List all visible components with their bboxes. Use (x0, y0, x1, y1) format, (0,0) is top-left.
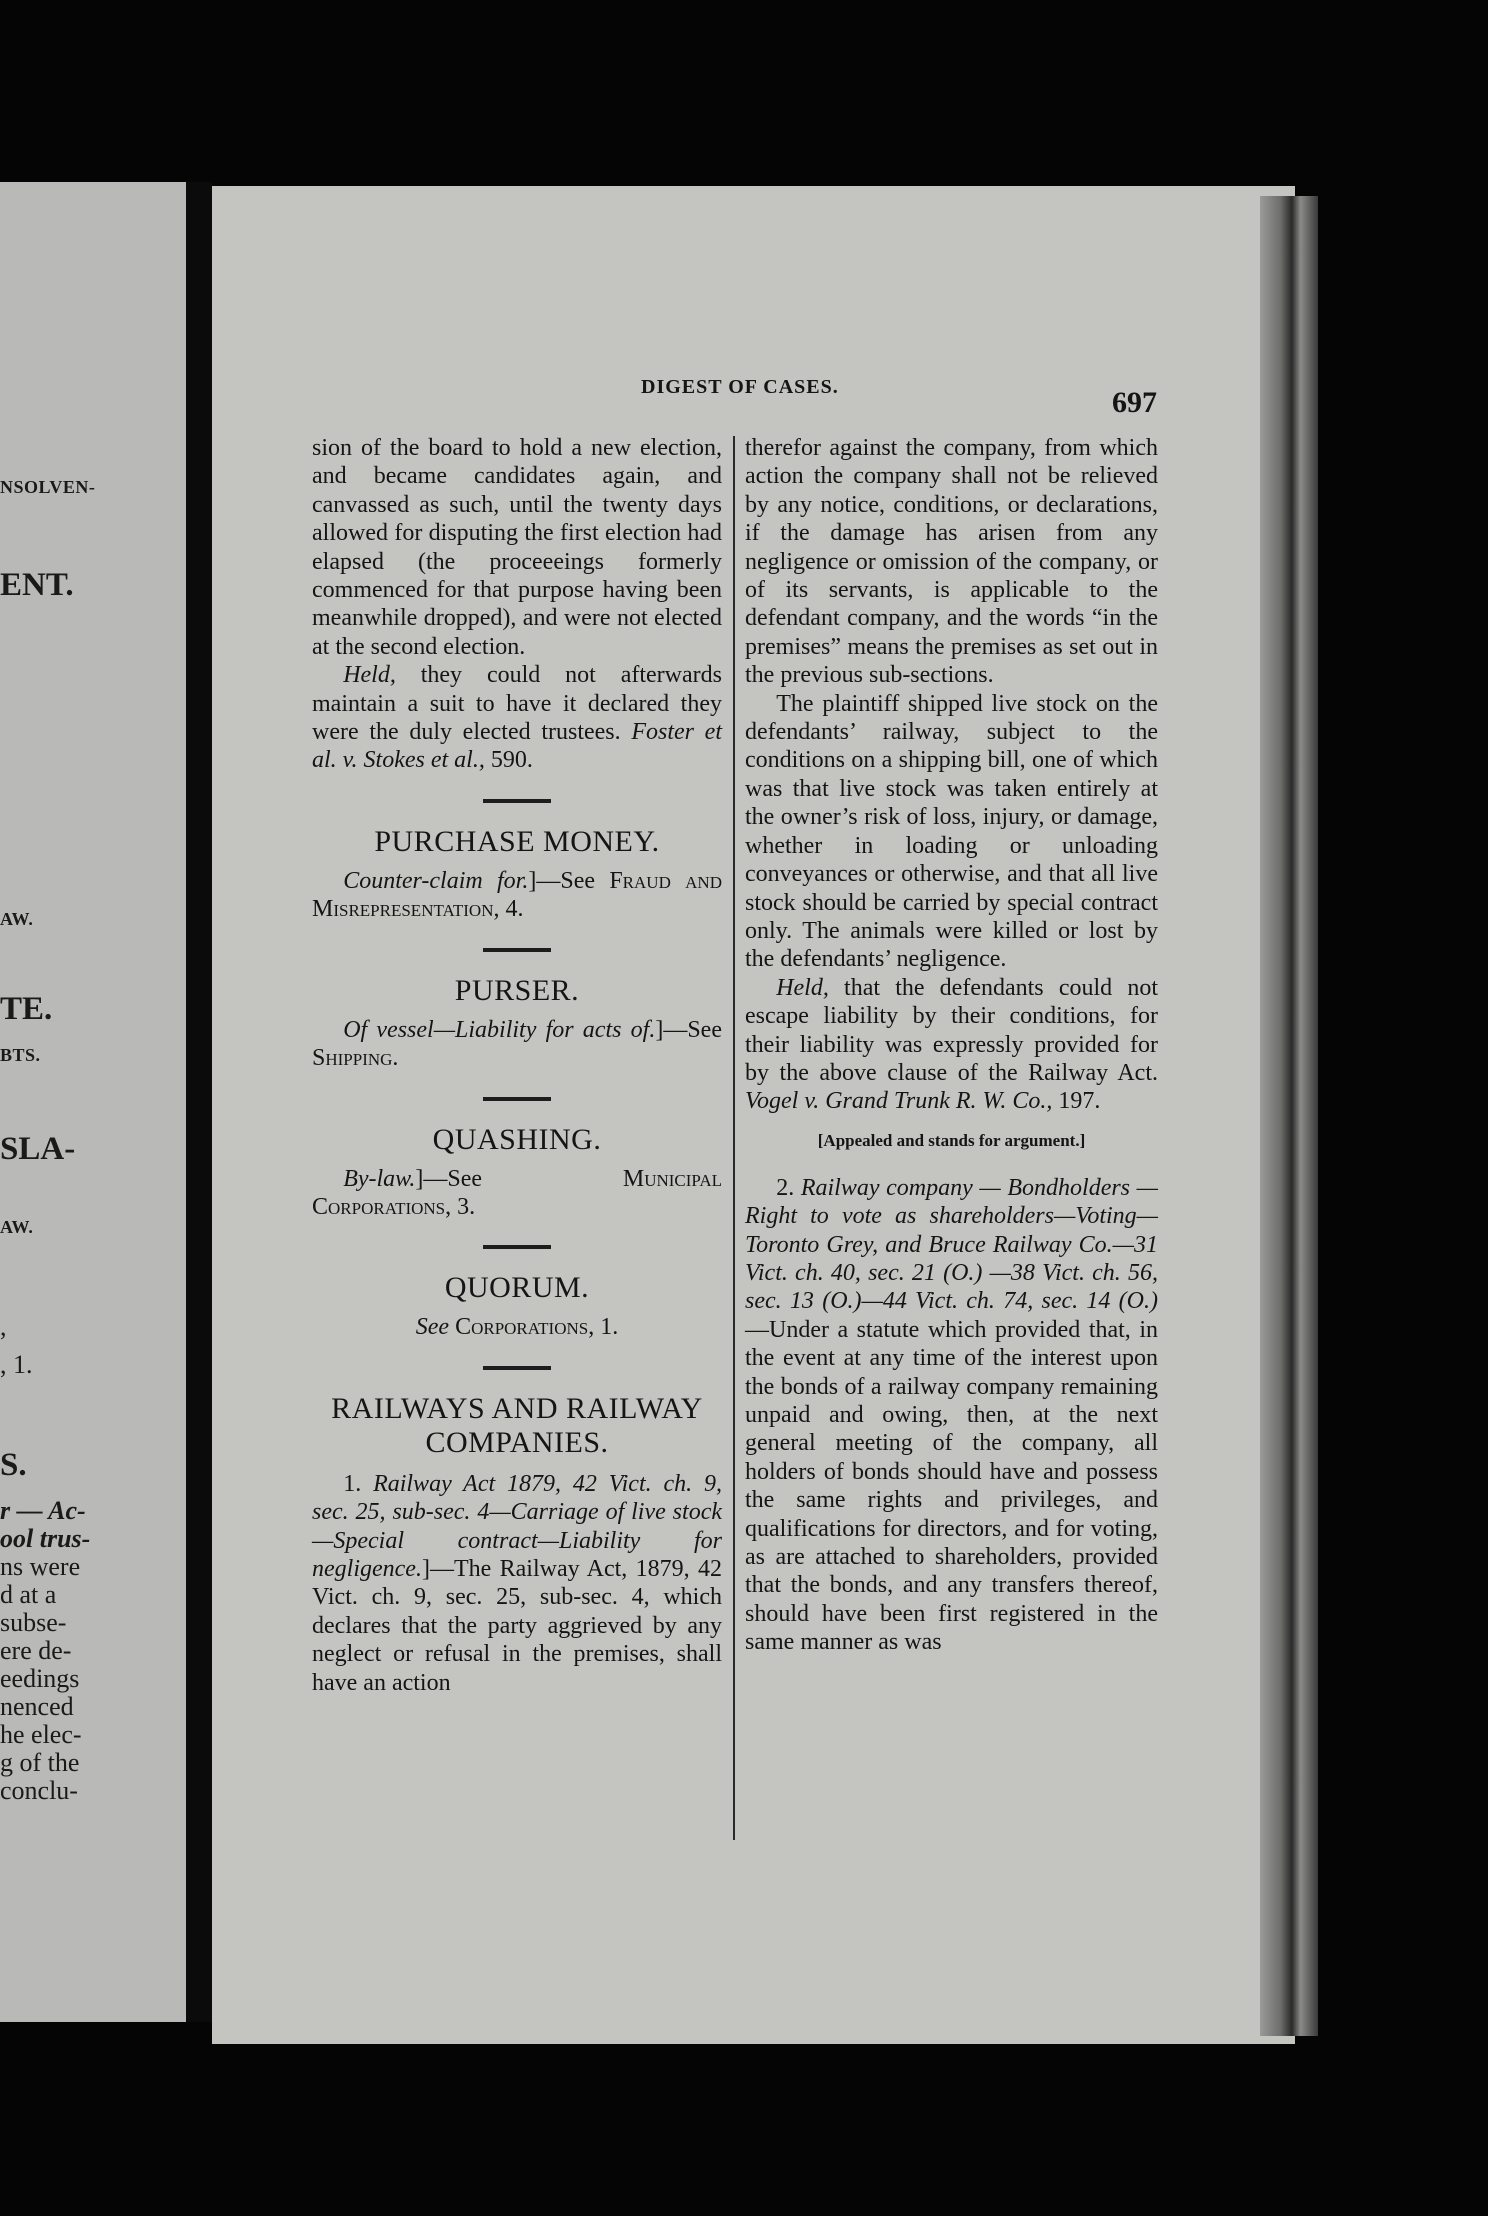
ref-num: , 4. (493, 896, 524, 923)
left-page-fragment: ENT. (0, 567, 74, 603)
cross-reference (312, 1313, 722, 1341)
heading-railways (312, 1392, 722, 1460)
column-rule (733, 436, 735, 1840)
cross-reference (312, 1016, 722, 1073)
left-page-fragment: conclu- (0, 1776, 78, 1805)
ref-target: Municipal Corporations (312, 1165, 722, 1220)
case-entry-2 (745, 1174, 1158, 1657)
ref-topic: Of vessel—Liability for acts of. (343, 1016, 656, 1043)
held-text: they could not afterwards maintain a suit to have it declared they were the duly elected trustees. (312, 662, 722, 746)
book-gutter (186, 182, 212, 2022)
continuation-text: sion of the board to hold a new election, and became candidates again, and canvassed as such, until the twenty days allowed for disputing the first election had elapsed (the proceeeings formerly commenced for that purpose having been meanwhile dropped), and were not elected at the second election. (312, 435, 722, 660)
case-citation: Foster et al. v. Stokes et al., (312, 719, 722, 774)
case-page: 197. (1052, 1088, 1101, 1115)
left-page-fragment: r — Ac- (0, 1496, 86, 1525)
heading-quashing: QUASHING. (432, 1122, 602, 1156)
entry-keywords: Railway Act 1879, 42 Vict. ch. 9, sec. 25, sub-sec. 4—Carriage of live stock—Special contract—Liability for negligence. (312, 1470, 722, 1582)
entry-number: 2. (776, 1174, 801, 1201)
entry-number: 1. (343, 1470, 374, 1497)
held-paragraph (312, 661, 722, 775)
held-lead: Held, (343, 662, 396, 689)
ref-num: . (392, 1045, 399, 1072)
left-page-fragment: AW. (0, 909, 34, 929)
entry-keywords: Railway company — Bondholders —Right to vote as shareholders—Voting—Toronto Grey, and Bruce Railway Co.—31 Vict. ch. 40, sec. 21 (O.) —38 Vict. ch. 56, sec. 13 (O.)—44 Vict. ch. 74, sec. 14 (O.) (745, 1174, 1158, 1315)
ref-num: , 3. (445, 1193, 476, 1220)
appeal-note: [Appealed and stands for argument.] (817, 1130, 1086, 1150)
left-page-fragment: SLA- (0, 1131, 76, 1167)
left-page-fragment: subse- (0, 1608, 67, 1637)
ref-target: Fraud and Misrepresentation (312, 867, 722, 923)
running-head: DIGEST OF CASES. (641, 376, 839, 398)
right-column (745, 434, 1158, 1657)
left-page-fragment: AW. (0, 1217, 34, 1237)
entry-text: —Under a statute which provided that, in the event at any time of the interest upon the bonds of a railway company remaining unpaid and owing, then, at the next general meeting of the company, all holders of bonds should have and possess the same rights and privileges, and qualifications for directors, and for voting, as are attached to shareholders, provided that the bonds, and any transfers thereof, should have been first registered in the same manner as was (745, 1316, 1158, 1656)
held-text: that the defendants could not escape liability by their conditions, for their liability was expressly provided for by the above clause of the Railway Act. (745, 974, 1158, 1086)
ref-see: See (415, 1314, 456, 1341)
left-page-fragment: TE. (0, 991, 53, 1027)
left-page-fragment: , 1. (0, 1350, 33, 1379)
heading-purchase-money: PURCHASE MONEY. (374, 824, 660, 858)
held-lead: Held, (776, 974, 829, 1001)
ref-see: ]—See (415, 1165, 623, 1192)
cross-reference (312, 867, 722, 924)
left-page-fragment: BTS. (0, 1045, 41, 1065)
left-page-fragment: NSOLVEN- (0, 477, 96, 497)
left-page-fragment: , (0, 1312, 7, 1341)
left-page-fragment: ns were (0, 1552, 81, 1581)
held-paragraph (745, 974, 1158, 1116)
entry-text: ]—The Railway Act, 1879, 42 Vict. ch. 9, sec. 25, sub-sec. 4, which declares that the party aggrieved by any neglect or refusal in the premises, shall have an action (312, 1555, 722, 1696)
case-citation: Vogel v. Grand Trunk R. W. Co., (745, 1088, 1053, 1115)
facts-paragraph: The plaintiff shipped live stock on the defendants’ railway, subject to the conditions on a shipping bill, one of which was that live stock was taken entirely at the owner’s risk of loss, injury, or damage, whether in loading or unloading conveyances or otherwise, and that all live stock should be carried by special contract only. The animals were killed or lost by the defendants’ negligence. (745, 690, 1158, 973)
ref-topic: By-law. (343, 1165, 416, 1192)
ref-see: ]—See (655, 1016, 722, 1043)
ref-target: Corporations (455, 1314, 589, 1341)
page-number: 697 (1112, 386, 1157, 419)
heading-purser: PURSER. (454, 973, 580, 1007)
case-page: 590. (484, 747, 533, 774)
ref-see: ]—See (528, 867, 610, 894)
left-page-fragment: S. (0, 1447, 27, 1483)
ref-topic: Counter-claim for. (343, 867, 529, 894)
left-page-fragment: ool trus- (0, 1524, 91, 1553)
heading-quorum: QUORUM. (444, 1271, 590, 1305)
left-page-fragment: eedings (0, 1664, 80, 1693)
cross-reference (312, 1165, 722, 1222)
page-edge (1260, 196, 1318, 2036)
left-page-fragment: g of the (0, 1748, 80, 1777)
heading-line: RAILWAYS AND RAILWAY (331, 1391, 703, 1425)
case-entry-1 (312, 1470, 722, 1697)
left-page-fragment: ere de- (0, 1636, 72, 1665)
heading-line: COMPANIES. (425, 1425, 609, 1459)
left-page-fragment: nenced (0, 1692, 74, 1721)
adjacent-left-page (0, 182, 208, 2022)
continuation-text: therefor against the company, from which action the company shall not be relieved by any notice, conditions, or declarations, if the damage has arisen from any negligence or omission of the company, or of its servants, is applicable to the defendant company, and the words “in the premises” means the premises as set out in the previous sub-sections. (745, 435, 1158, 689)
left-page-fragment: d at a (0, 1580, 57, 1609)
ref-target: Shipping (312, 1045, 393, 1072)
left-column (312, 434, 722, 1697)
ref-num: , 1. (588, 1314, 619, 1341)
left-page-fragment: he elec- (0, 1720, 82, 1749)
